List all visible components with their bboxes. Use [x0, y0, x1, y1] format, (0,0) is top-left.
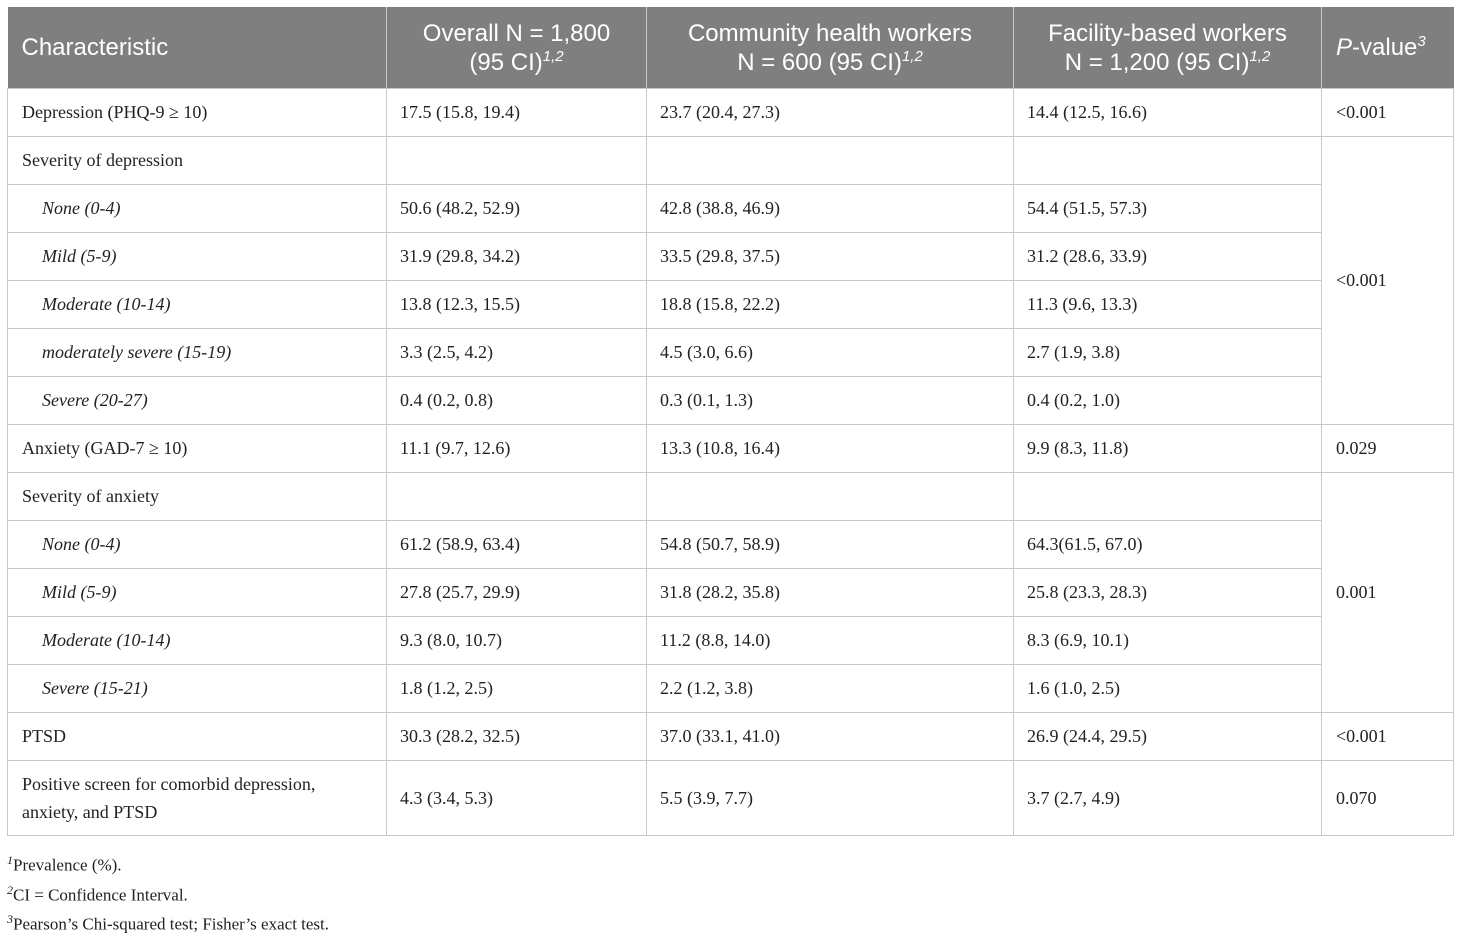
cell-fbw: 14.4 (12.5, 16.6): [1014, 89, 1322, 137]
cell-chw: 13.3 (10.8, 16.4): [647, 425, 1014, 473]
cell-p-value: 0.070: [1322, 761, 1454, 836]
header-community-health-workers: Community health workers N = 600 (95 CI)$^{1,2}$: [647, 7, 1014, 89]
cell-fbw: 2.7 (1.9, 3.8): [1014, 329, 1322, 377]
row-label: Severe (20-27): [8, 377, 387, 425]
footnotes: [7, 848, 329, 937]
cell-fbw: [1014, 473, 1322, 521]
cell-overall: [387, 473, 647, 521]
cell-overall: 61.2 (58.9, 63.4): [387, 521, 647, 569]
row-label: Mild (5-9): [8, 233, 387, 281]
cell-chw: 37.0 (33.1, 41.0): [647, 713, 1014, 761]
cell-fbw: 64.3(61.5, 67.0): [1014, 521, 1322, 569]
row-label: None (0-4): [8, 185, 387, 233]
cell-overall: 4.3 (3.4, 5.3): [387, 761, 647, 836]
header-p-value: P-value$^3$: [1322, 7, 1454, 89]
cell-chw: 18.8 (15.8, 22.2): [647, 281, 1014, 329]
row-label: Moderate (10-14): [8, 617, 387, 665]
footnote: $^3$Pearson’s Chi-squared test; Fisher’s exact test.: [7, 912, 330, 934]
cell-overall: 9.3 (8.0, 10.7): [387, 617, 647, 665]
table-row: [8, 137, 1454, 185]
cell-chw: 33.5 (29.8, 37.5): [647, 233, 1014, 281]
footnote: $^1$Prevalence (%).: [7, 853, 122, 875]
cell-overall: 27.8 (25.7, 29.9): [387, 569, 647, 617]
row-label: PTSD: [8, 713, 387, 761]
row-label: None (0-4): [8, 521, 387, 569]
table-row: [8, 233, 1454, 281]
cell-fbw: 1.6 (1.0, 2.5): [1014, 665, 1322, 713]
table-row: [8, 761, 1454, 836]
cell-fbw: 0.4 (0.2, 1.0): [1014, 377, 1322, 425]
header-overall: Overall N = 1,800 (95 CI)$^{1,2}$: [387, 7, 647, 89]
row-label: Severity of anxiety: [8, 473, 387, 521]
cell-overall: 31.9 (29.8, 34.2): [387, 233, 647, 281]
cell-fbw: 54.4 (51.5, 57.3): [1014, 185, 1322, 233]
cell-overall: 30.3 (28.2, 32.5): [387, 713, 647, 761]
row-label: Mild (5-9): [8, 569, 387, 617]
footnote: $^2$CI = Confidence Interval.: [7, 882, 188, 905]
cell-overall: 1.8 (1.2, 2.5): [387, 665, 647, 713]
cell-chw: 2.2 (1.2, 3.8): [647, 665, 1014, 713]
cell-overall: 3.3 (2.5, 4.2): [387, 329, 647, 377]
table-row: [8, 425, 1454, 473]
row-label: moderately severe (15-19): [8, 329, 387, 377]
row-label: Severe (15-21): [8, 665, 387, 713]
row-label: Severity of depression: [8, 137, 387, 185]
header-facility-based-workers: Facility-based workers N = 1,200 (95 CI)$^{1,2}$: [1014, 7, 1322, 89]
cell-fbw: 31.2 (28.6, 33.9): [1014, 233, 1322, 281]
cell-fbw: 8.3 (6.9, 10.1): [1014, 617, 1322, 665]
cell-overall: [387, 137, 647, 185]
cell-fbw: 11.3 (9.6, 13.3): [1014, 281, 1322, 329]
cell-chw: 23.7 (20.4, 27.3): [647, 89, 1014, 137]
cell-chw: 0.3 (0.1, 1.3): [647, 377, 1014, 425]
cell-chw: 31.8 (28.2, 35.8): [647, 569, 1014, 617]
table-row: [8, 473, 1454, 521]
cell-p-value: <0.001: [1322, 137, 1454, 425]
cell-p-value: <0.001: [1322, 713, 1454, 761]
cell-fbw: [1014, 137, 1322, 185]
cell-chw: 42.8 (38.8, 46.9): [647, 185, 1014, 233]
row-label: Depression (PHQ-9 ≥ 10): [8, 89, 387, 137]
row-label: Anxiety (GAD-7 ≥ 10): [8, 425, 387, 473]
cell-fbw: 26.9 (24.4, 29.5): [1014, 713, 1322, 761]
cell-fbw: 9.9 (8.3, 11.8): [1014, 425, 1322, 473]
table-row: [8, 665, 1454, 713]
table-row: [8, 329, 1454, 377]
cell-p-value: 0.001: [1322, 473, 1454, 713]
cell-fbw: 3.7 (2.7, 4.9): [1014, 761, 1322, 836]
table-row: [8, 89, 1454, 137]
cell-chw: 4.5 (3.0, 6.6): [647, 329, 1014, 377]
cell-overall: 11.1 (9.7, 12.6): [387, 425, 647, 473]
table-row: [8, 377, 1454, 425]
row-label: Moderate (10-14): [8, 281, 387, 329]
table-row: [8, 281, 1454, 329]
table-row: [8, 617, 1454, 665]
cell-chw: [647, 137, 1014, 185]
cell-chw: [647, 473, 1014, 521]
table-row: [8, 185, 1454, 233]
row-label: Positive screen for comorbid depression, anxiety, and PTSD: [8, 761, 387, 836]
results-table: [7, 7, 1454, 836]
table-row: [8, 521, 1454, 569]
cell-fbw: 25.8 (23.3, 28.3): [1014, 569, 1322, 617]
cell-chw: 11.2 (8.8, 14.0): [647, 617, 1014, 665]
cell-overall: 13.8 (12.3, 15.5): [387, 281, 647, 329]
header-characteristic: Characteristic: [8, 7, 387, 89]
header-row: [8, 7, 1454, 89]
cell-chw: 54.8 (50.7, 58.9): [647, 521, 1014, 569]
cell-chw: 5.5 (3.9, 7.7): [647, 761, 1014, 836]
cell-overall: 0.4 (0.2, 0.8): [387, 377, 647, 425]
cell-overall: 50.6 (48.2, 52.9): [387, 185, 647, 233]
cell-p-value: 0.029: [1322, 425, 1454, 473]
table-row: [8, 713, 1454, 761]
cell-p-value: <0.001: [1322, 89, 1454, 137]
cell-overall: 17.5 (15.8, 19.4): [387, 89, 647, 137]
table-row: [8, 569, 1454, 617]
